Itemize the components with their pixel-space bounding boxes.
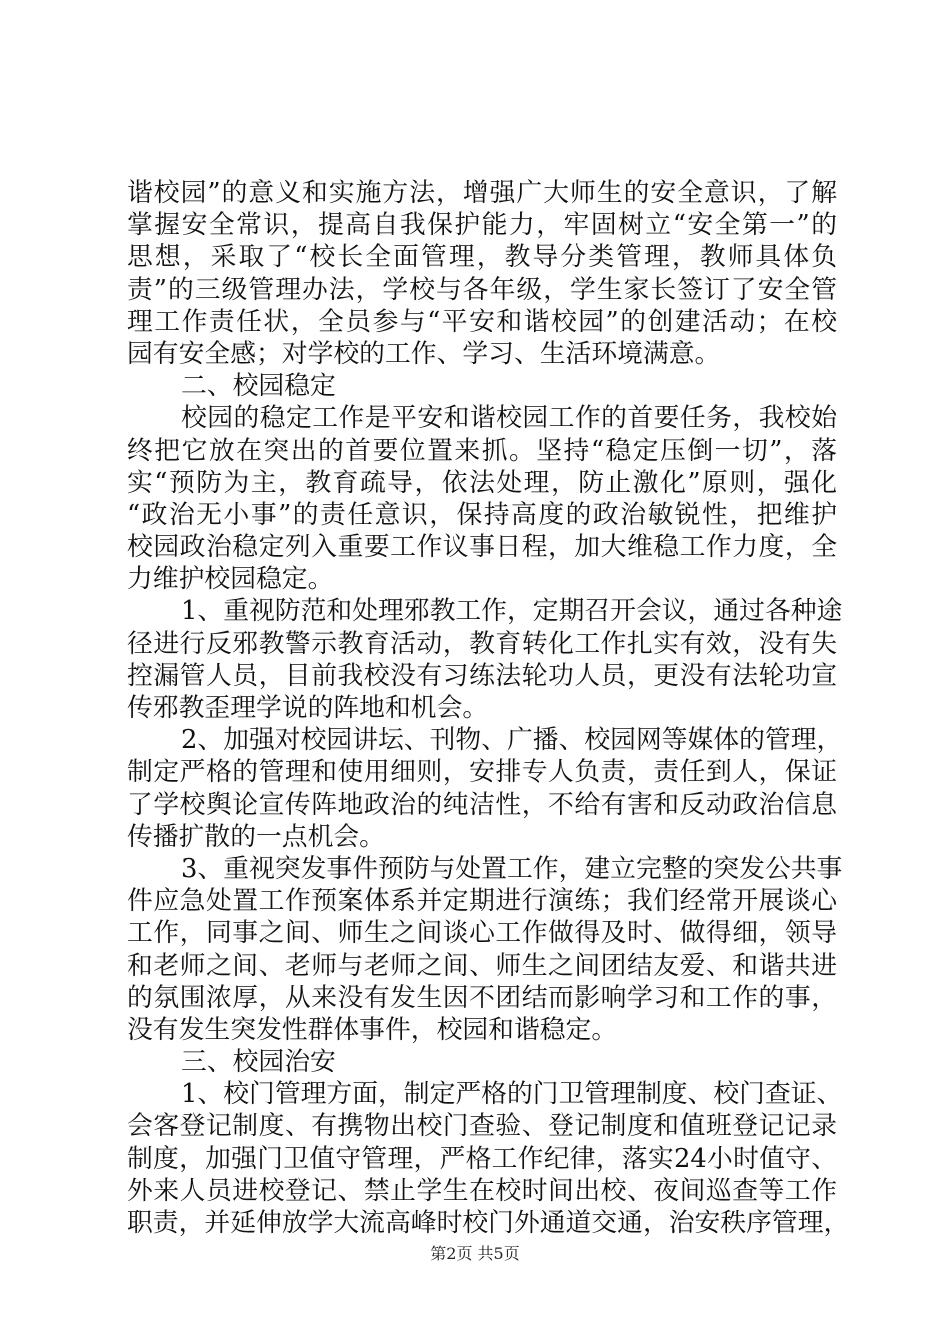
text-line: 校园政治稳定列入重要工作议事日程，加大维稳工作力度，全 <box>127 532 837 563</box>
text-line: 了学校舆论宣传阵地政治的纯洁性，不给有害和反动政治信息 <box>127 789 837 820</box>
text-line: 2、加强对校园讲坛、刊物、广播、校园网等媒体的管理， <box>181 725 843 756</box>
text-line: 责”的三级管理办法，学校与各年级，学生家长签订了安全管 <box>127 274 837 305</box>
text-line: 件应急处置工作预案体系并定期进行演练；我们经常开展谈心 <box>127 886 837 917</box>
text-line: 力维护校园稳定。 <box>127 564 334 595</box>
text-line: 职责，并延伸放学大流高峰时校门外通道交通，治安秩序管理， <box>127 1208 850 1238</box>
text-line: 思想，采取了“校长全面管理，教导分类管理，教师具体负 <box>127 242 837 273</box>
text-line: 理工作责任状，全员参与“平安和谐校园”的创建活动；在校 <box>127 306 837 337</box>
document-body <box>127 177 850 1239</box>
text-line: 工作，同事之间、师生之间谈心工作做得及时、做得细，领导 <box>127 918 837 949</box>
text-line: 终把它放在突出的首要位置来抓。坚持“稳定压倒一切”，落 <box>127 435 837 466</box>
text-line: 园有安全感；对学校的工作、学习、生活环境满意。 <box>127 338 721 369</box>
section-heading: 二、校园稳定 <box>181 371 336 402</box>
text-line: 会客登记制度、有携物出校门查验、登记制度和值班登记记录 <box>127 1111 837 1142</box>
text-line: 实“预防为主，教育疏导，依法处理，防止激化”原则，强化 <box>127 467 837 498</box>
section-heading: 三、校园治安 <box>181 1047 336 1078</box>
text-line: 掌握安全常识，提高自我保护能力，牢固树立“安全第一”的 <box>127 210 837 241</box>
page-number: 第2页 共5页 <box>430 1244 520 1263</box>
text-line: 的氛围浓厚，从来没有发生因不团结而影响学习和工作的事， <box>127 982 837 1013</box>
text-line: 制定严格的管理和使用细则，安排专人负责，责任到人，保证 <box>127 757 837 788</box>
text-line: 谐校园”的意义和实施方法，增强广大师生的安全意识，了解 <box>127 178 837 208</box>
text-line: 3、重视突发事件预防与处置工作，建立完整的突发公共事 <box>181 853 843 884</box>
text-line: 传播扩散的一点机会。 <box>127 821 385 852</box>
text-line: 制度，加强门卫值守管理，严格工作纪律，落实24小时值守、 <box>127 1143 837 1174</box>
text-line: “政治无小事”的责任意识，保持高度的政治敏锐性，把维护 <box>127 499 837 530</box>
text-line: 和老师之间、老师与老师之间、师生之间团结友爱、和谐共进 <box>127 950 837 981</box>
text-line: 校园的稳定工作是平安和谐校园工作的首要任务，我校始 <box>181 403 837 434</box>
text-line: 1、校门管理方面，制定严格的门卫管理制度、校门查证、 <box>181 1079 843 1110</box>
text-line: 传邪教歪理学说的阵地和机会。 <box>127 693 489 723</box>
text-line: 外来人员进校登记、禁止学生在校时间出校、夜间巡查等工作 <box>127 1175 837 1206</box>
text-line: 径进行反邪教警示教育活动，教育转化工作扎实有效，没有失 <box>127 628 837 659</box>
text-line: 控漏管人员，目前我校没有习练法轮功人员，更没有法轮功宣 <box>127 660 837 691</box>
text-line: 没有发生突发性群体事件，校园和谐稳定。 <box>127 1014 618 1045</box>
text-line: 1、重视防范和处理邪教工作，定期召开会议，通过各种途 <box>181 596 843 627</box>
